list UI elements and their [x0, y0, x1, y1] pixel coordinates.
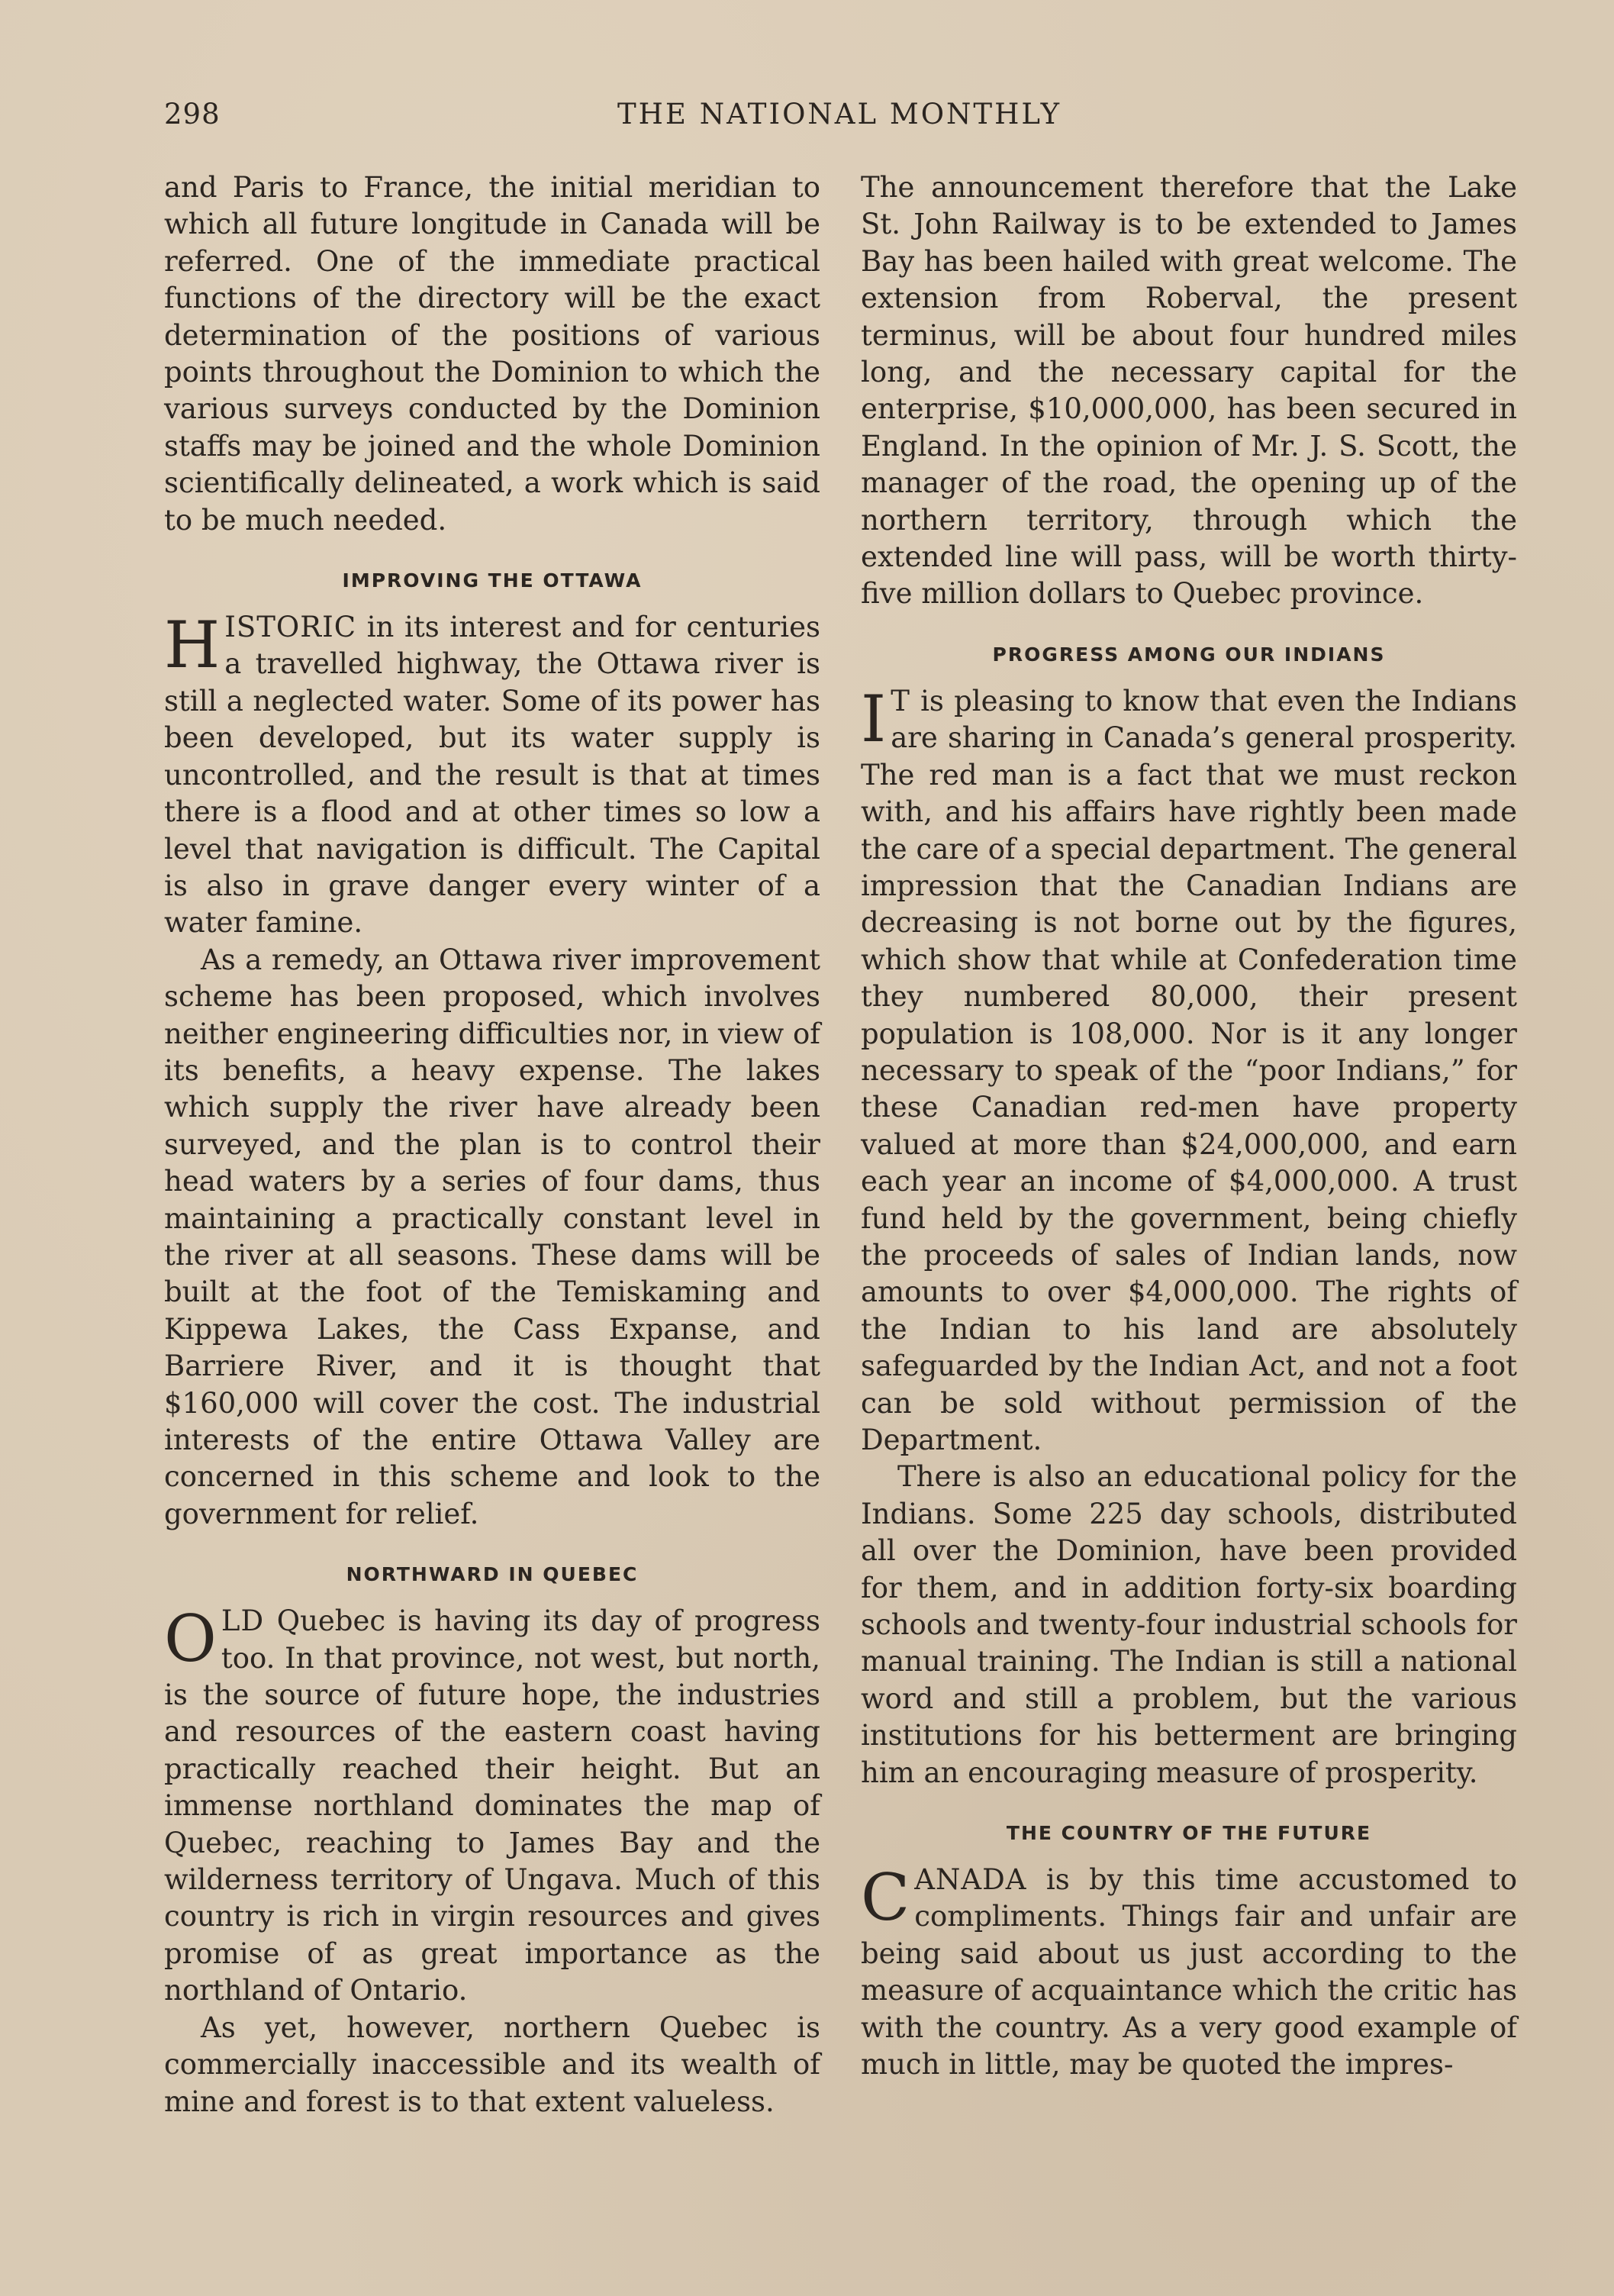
section-paragraph: As yet, however, northern Quebec is commercially inaccessible and its wealth of mine and forest is to that extent valueless.: [164, 2011, 820, 2118]
section-paragraph: [164, 1603, 820, 2009]
lead-word: ISTORIC: [224, 611, 357, 644]
section-heading-improving-the-ottawa: IMPROVING THE OTTAWA: [342, 569, 643, 592]
running-head: [164, 98, 1515, 136]
paragraph-text: is pleasing to know that even the Indians are sharing in Canada’s general prosperity. The red man is a fact that we must reckon with, and his affairs have rightly been made the care of a special department. The general impression that the Canadian Indians are decreasing is not borne out by the figures, which show that while at Confederation time they numbered 80,000, their present population is 108,000. Nor is it any longer necessary to speak of the “poor Indians,” for these Canadian red-men have property valued at more than $24,000,000, and earn each year an income of $4,000,000. A trust fund held by the government, being chiefly the proceeds of sales of Indian lands, now amounts to over $4,000,000. The rights of the Indian to his land are absolutely safeguarded by the Indian Act, and not a foot can be sold without permission of the Department.: [861, 684, 1517, 1456]
drop-cap: C: [861, 1860, 910, 1936]
section-heading-northward-in-quebec: NORTHWARD IN QUEBEC: [346, 1563, 639, 1586]
drop-cap: I: [861, 681, 887, 756]
paragraph-text: is by this time accustomed to compliments. Things fair and unfair are being said about us just according to the measure of acquaintance which the critic has with the country. As a very good example of much in little, may be quoted the impres-: [861, 1863, 1517, 2082]
section-paragraph: There is also an educational policy for the Indians. Some 225 day schools, distributed all over the Dominion, have been provided for them, and in addition forty-six boarding schools and twenty-four industrial schools for manual training. The Indian is still a national word and still a problem, but the various institutions for his betterment are bringing him an encouraging measure of prosperity.: [861, 1460, 1517, 1789]
drop-cap: O: [164, 1601, 217, 1677]
section-paragraph: [861, 683, 1517, 1459]
drop-cap: H: [164, 608, 221, 683]
section-heading-the-country-of-the-future: THE COUNTRY OF THE FUTURE: [1006, 1822, 1372, 1845]
lead-word: T: [891, 684, 910, 718]
section-paragraph: [861, 1862, 1517, 2083]
right-column: [861, 169, 1517, 2084]
section-heading-progress-among-our-indians: PROGRESS AMONG OUR INDIANS: [992, 643, 1386, 666]
continued-paragraph: The announcement therefore that the Lake St. John Railway is to be extended to James Bay has been hailed with great welcome. The extension from Roberval, the present terminus, will be about four hundred miles long, and the necessary capital for the enterprise, $10,000,000, has been secured in England. In the opinion of Mr. J. S. Scott, the manager of the road, the opening up of the northern territory, through which the extended line will pass, will be worth thirty-five million dollars to Quebec province.: [861, 171, 1517, 611]
paragraph-text: Quebec is having its day of progress too. In that province, not west, but north, is the source of future hope, the industries and resources of the eastern coast having practically reached their height. But an immense northland dominates the map of Quebec, reaching to James Bay and the wilderness territory of Ungava. Much of this country is rich in virgin resources and gives promise of as great importance as the northland of Ontario.: [164, 1604, 820, 2007]
section-paragraph: [164, 609, 820, 942]
paragraph-text: in its interest and for centuries a travelled highway, the Ottawa river is still a neglected water. Some of its power has been developed, but its water supply is uncontrolled, and the result is that at times there is a flood and at other times so low a level that navigation is difficult. The Capital is also in grave danger every winter of a water famine.: [164, 611, 820, 940]
section-paragraph: As a remedy, an Ottawa river improvement scheme has been proposed, which involves neither engineering difficulties nor, in view of its benefits, a heavy expense. The lakes which supply the river have already been surveyed, and the plan is to control their head waters by a series of four dams, thus maintaining a practically constant level in the river at all seasons. These dams will be built at the foot of the Temiskaming and Kippewa Lakes, the Cass Expanse, and Barriere River, and it is thought that $160,000 will cover the cost. The industrial interests of the entire Ottawa Valley are concerned in this scheme and look to the government for relief.: [164, 943, 820, 1530]
lead-word: LD: [221, 1604, 265, 1638]
left-column: [164, 169, 820, 2120]
lead-word: ANADA: [914, 1863, 1027, 1897]
page-number: 298: [164, 98, 221, 131]
continued-paragraph: and Paris to France, the initial meridian to which all future longitude in Canada will be referred. One of the immediate practical functions of the directory will be the exact determination of the positions of various points throughout the Dominion to which the various surveys conducted by the Dominion staffs may be joined and the whole Dominion scientifically delineated, a work which is said to be much needed.: [164, 171, 820, 537]
journal-title: THE NATIONAL MONTHLY: [617, 98, 1062, 131]
